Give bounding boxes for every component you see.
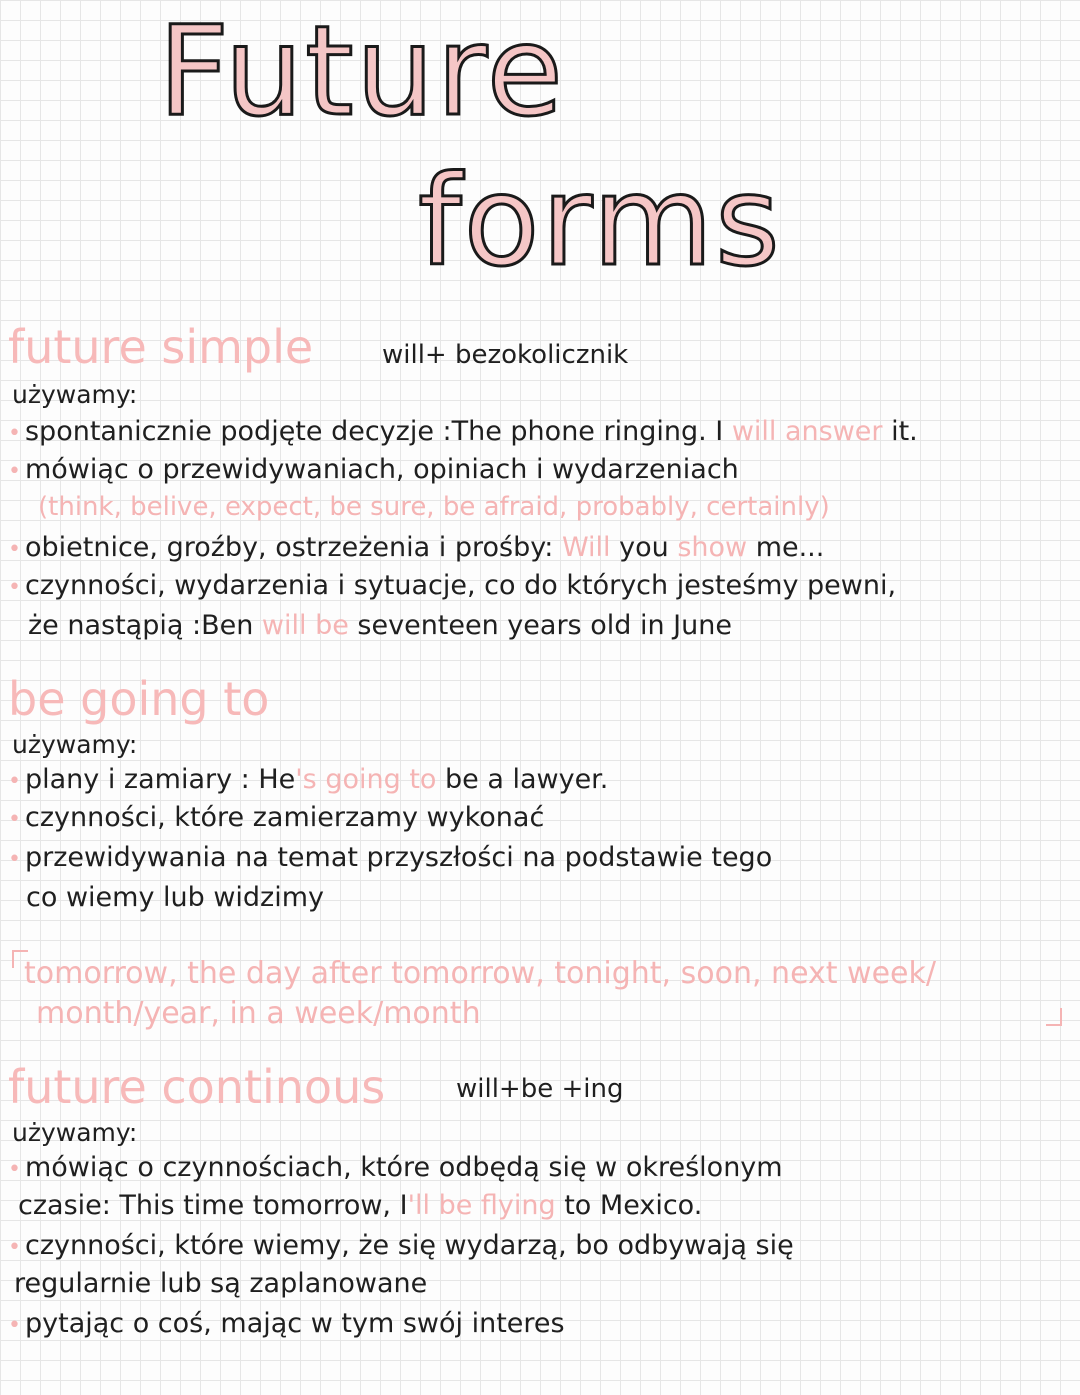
time-expressions-line-1: tomorrow, the day after tomorrow, tonight, soon, next week/ [24,956,936,991]
future-simple-bullet-3: • obietnice, groźby, ostrzeżenia i prośby: Will you show me... [8,532,825,563]
bullet-dot: • [8,769,21,794]
bullet-dot: • [8,847,21,872]
future-simple-bullet-2: • mówiąc o przewidywaniach, opiniach i wydarzeniach [8,454,739,485]
going-to-bullet-1: • plany i zamiary : He's going to be a lawyer. [8,764,609,795]
going-to-bullet-3: • przewidywania na temat przyszłości na podstawie tego [8,842,773,873]
title-line-2: forms [418,150,782,294]
bracket-corner-bottom-right [1046,1008,1062,1026]
future-simple-bullet-4-cont: że nastąpią :Ben will be seventeen years old in June [28,610,732,641]
future-continous-bullet-2-cont: regularnie lub są zaplanowane [14,1268,428,1299]
future-continous-formula: will+be +ing [456,1074,624,1104]
going-to-uses-label: używamy: [12,730,138,759]
future-continous-bullet-1: • mówiąc o czynnościach, które odbędą się w określonym [8,1152,783,1183]
future-simple-uses-label: używamy: [12,380,138,409]
future-continous-bullet-2: • czynności, które wiemy, że się wydarzą, bo odbywają się [8,1230,794,1261]
going-to-heading: be going to [8,672,270,726]
bullet-dot: • [8,459,21,484]
time-expressions-line-2: month/year, in a week/month [36,996,481,1031]
future-continous-uses-label: używamy: [12,1118,138,1147]
future-simple-bullet-4: • czynności, wydarzenia i sytuacje, co do których jesteśmy pewni, [8,570,897,601]
bullet-dot: • [8,537,21,562]
bullet-dot: • [8,807,21,832]
going-to-bullet-3-cont: co wiemy lub widzimy [26,882,325,913]
bullet-dot: • [8,575,21,600]
going-to-bullet-2: • czynności, które zamierzamy wykonać [8,802,545,833]
title-line-1: Future [158,0,565,144]
future-continous-heading: future continous [8,1060,386,1114]
future-simple-heading: future simple [8,320,314,374]
bullet-dot: • [8,421,21,446]
future-simple-formula: will+ bezokolicznik [382,340,629,370]
bullet-dot: • [8,1313,21,1338]
bullet-dot: • [8,1157,21,1182]
future-continous-bullet-3: • pytając o coś, mając w tym swój interes [8,1308,565,1339]
future-simple-bullet-1: • spontanicznie podjęte decyzje :The phone ringing. I will answer it. [8,416,918,447]
future-simple-note: (think, belive, expect, be sure, be afraid, probably, certainly) [38,492,830,522]
bullet-dot: • [8,1235,21,1260]
future-continous-bullet-1-cont: czasie: This time tomorrow, I'll be flying to Mexico. [18,1190,703,1221]
